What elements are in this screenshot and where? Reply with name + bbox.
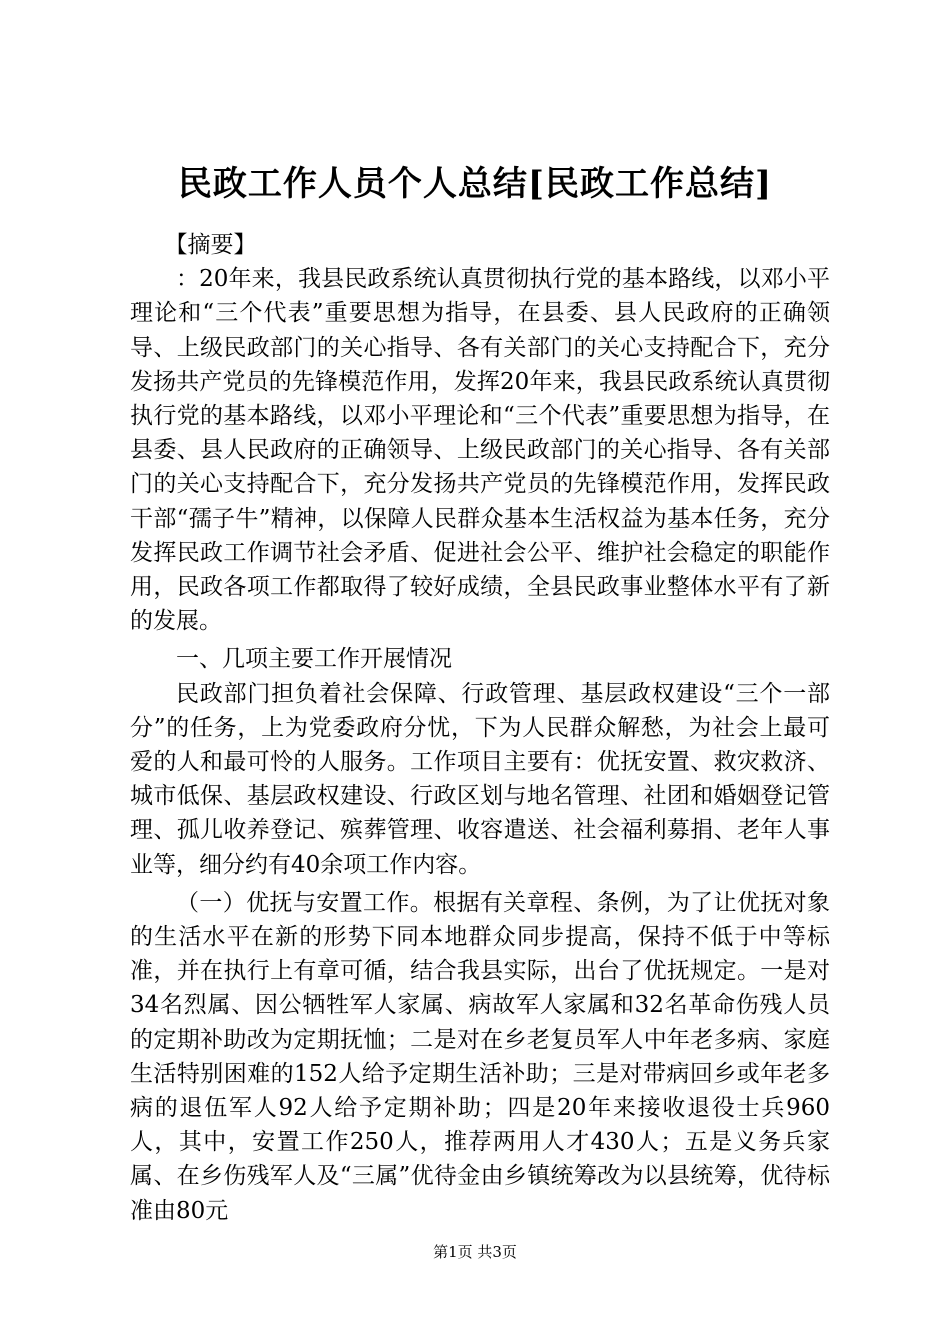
- body-paragraph: 民政部门担负着社会保障、行政管理、基层政权建设“三个一部分”的任务，上为党委政府分忧，下为人民群众解愁，为社会上最可爱的人和最可怜的人服务。工作项目主要有：优抚安置、救灾救济、城市低保、基层政权建设、行政区划与地名管理、社团和婚姻登记管理、孤儿收养登记、殡葬管理、收容遣送、社会福利募捐、老年人事业等，细分约有40余项工作内容。: [130, 680, 830, 878]
- page-footer: 第1页 共3页: [433, 1243, 517, 1261]
- document-title: 民政工作人员个人总结[民政工作总结]: [177, 164, 773, 204]
- abstract-label: 【摘要】: [164, 232, 257, 258]
- body-paragraph: （一）优抚与安置工作。根据有关章程、条例，为了让优抚对象的生活水平在新的形势下同本地群众同步提高，保持不低于中等标准，并在执行上有章可循，结合我县实际，出台了优抚规定。一是对34名烈属、因公牺牲军人家属、病故军人家属和32名革命伤残人员的定期补助改为定期抚恤；二是对在乡老复员军人中年老多病、家庭生活特别困难的152人给予定期生活补助；三是对带病回乡或年老多病的退伍军人92人给予定期补助；四是20年来接收退役士兵960人，其中，安置工作250人，推荐两用人才430人；五是义务兵家属、在乡伤残军人及“三属”优待金由乡镇统筹改为以县统筹，优待标准由80元: [130, 889, 830, 1224]
- abstract-paragraph: ：20年来，我县民政系统认真贯彻执行党的基本路线，以邓小平理论和“三个代表”重要思想为指导，在县委、县人民政府的正确领导、上级民政部门的关心指导、各有关部门的关心支持配合下，充分发扬共产党员的先锋模范作用，发挥20年来，我县民政系统认真贯彻执行党的基本路线，以邓小平理论和“三个代表”重要思想为指导，在县委、县人民政府的正确领导、上级民政部门的关心指导、各有关部门的关心支持配合下，充分发扬共产党员的先锋模范作用，发挥民政干部“孺子牛”精神，以保障人民群众基本生活权益为基本任务，充分发挥民政工作调节社会矛盾、促进社会公平、维护社会稳定的职能作用，民政各项工作都取得了较好成绩，全县民政事业整体水平有了新的发展。: [130, 266, 830, 635]
- document-body: [130, 228, 830, 1228]
- section-heading: 一、几项主要工作开展情况: [176, 646, 452, 673]
